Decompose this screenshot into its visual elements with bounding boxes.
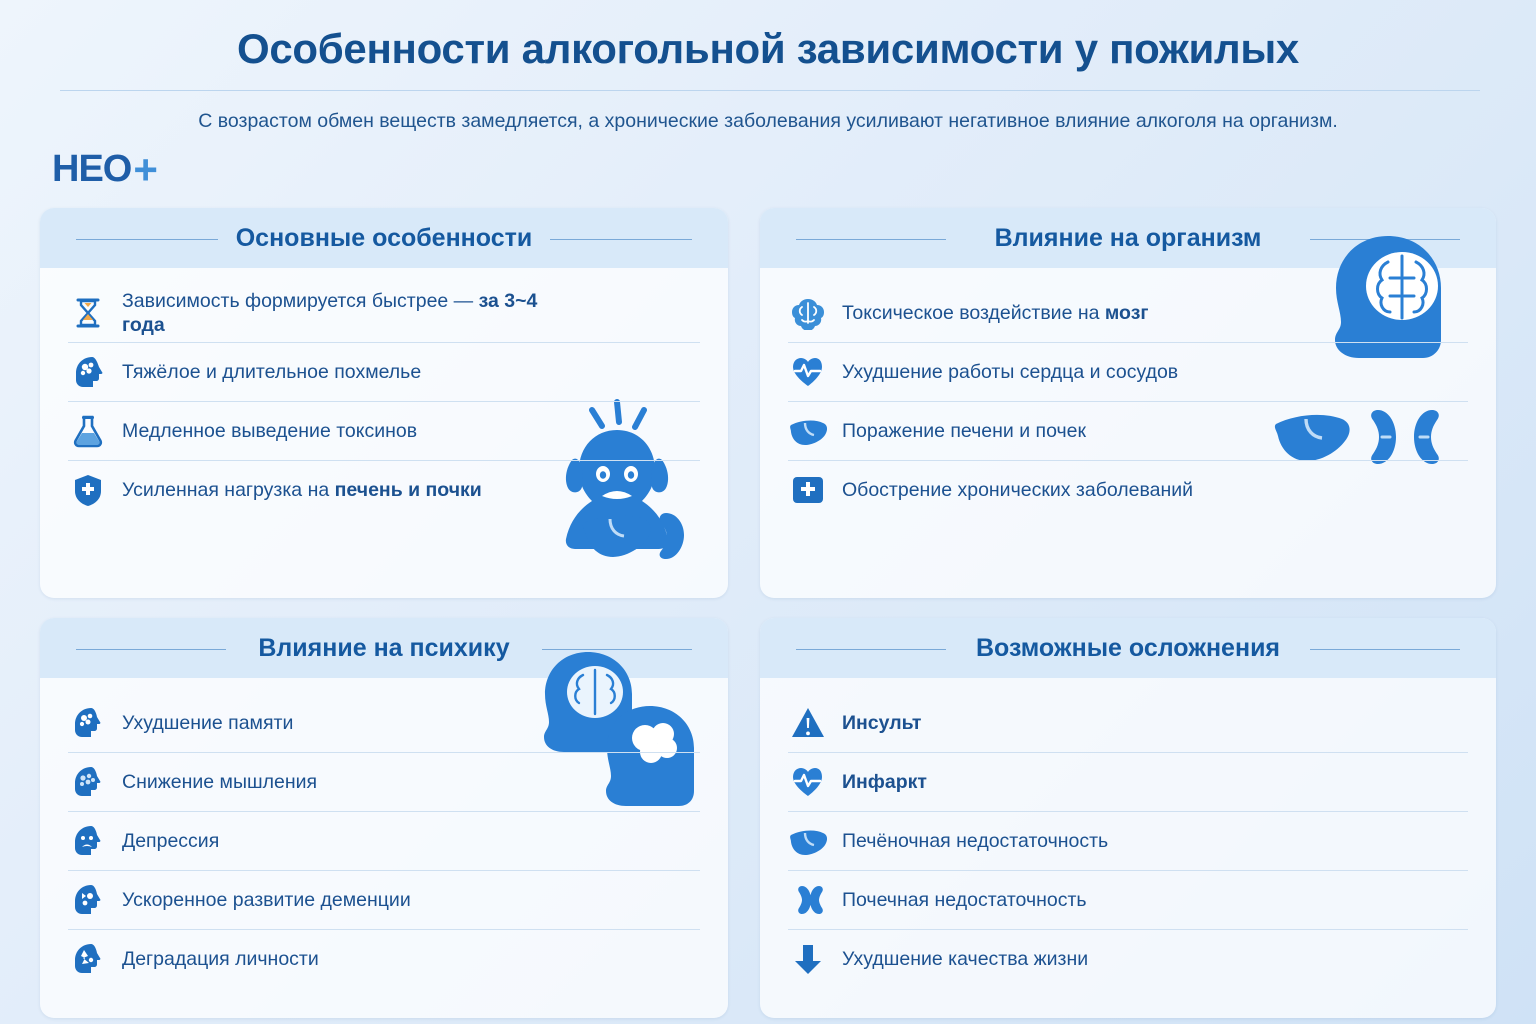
list-item <box>788 812 1468 871</box>
list-item <box>788 461 1468 519</box>
list-item <box>788 930 1468 988</box>
card-body <box>40 678 728 998</box>
card-body <box>760 268 1496 529</box>
header-rule-right <box>542 649 692 650</box>
list-item-label: Ускоренное развитие деменции <box>122 888 411 911</box>
heart-pulse-icon <box>788 762 828 802</box>
dementia-head-icon <box>68 880 108 920</box>
list-item-label: Инсульт <box>842 711 922 734</box>
list-item-label: Ухудшение качества жизни <box>842 947 1089 970</box>
card-title: Основные особенности <box>218 224 551 253</box>
page-title: Особенности алкогольной зависимости у пожилых <box>237 25 1299 72</box>
header-rule-left <box>76 649 226 650</box>
title-divider <box>60 90 1480 91</box>
card-psyche-impact <box>40 618 728 1018</box>
list-item <box>68 343 700 402</box>
card-title: Влияние на организм <box>977 224 1280 253</box>
list-item-label: Тяжёлое и длительное похмелье <box>122 360 422 383</box>
list-item-label: Почечная недостаточность <box>842 888 1087 911</box>
list-item-label: Токсическое воздействие на мозг <box>842 301 1149 324</box>
card-body <box>40 268 728 529</box>
header-rule-right <box>542 239 692 240</box>
liver-icon <box>788 411 828 451</box>
list-item-label: Зависимость формируется быстрее — за 3~4 года <box>122 289 538 336</box>
list-item-label: Ухудшение работы сердца и сосудов <box>842 360 1179 383</box>
list-item <box>68 871 700 930</box>
liver-icon <box>788 821 828 861</box>
list-item-label: Депрессия <box>122 829 220 852</box>
medical-cross-icon <box>788 470 828 510</box>
list-item <box>68 694 700 753</box>
list-item-label: Поражение печени и почек <box>842 419 1087 442</box>
list-item <box>68 461 700 519</box>
header-rule-left <box>76 239 226 240</box>
list-item <box>788 753 1468 812</box>
down-arrow-icon <box>788 939 828 979</box>
list-item <box>788 284 1468 343</box>
thinking-head-icon <box>68 762 108 802</box>
flask-icon <box>68 411 108 451</box>
card-complications <box>760 618 1496 1018</box>
list-item-label: Снижение мышления <box>122 770 318 793</box>
list-item-label: Усиленная нагрузка на печень и почки <box>122 478 482 501</box>
list-item-label: Деградация личности <box>122 947 319 970</box>
card-body <box>760 678 1496 998</box>
brand-logo <box>52 145 157 193</box>
card-title: Возможные осложнения <box>958 634 1298 663</box>
header-rule-left <box>796 239 946 240</box>
list-item-label: Инфаркт <box>842 770 927 793</box>
card-header <box>40 618 728 678</box>
list-item <box>788 871 1468 930</box>
header-rule-left <box>796 649 946 650</box>
list-item <box>788 402 1468 461</box>
logo-text: HEO <box>52 148 132 190</box>
list-item-label: Печёночная недостаточность <box>842 829 1109 852</box>
card-main-features <box>40 208 728 598</box>
card-title: Влияние на психику <box>240 634 527 663</box>
header-rule-right <box>1310 239 1460 240</box>
sad-head-icon <box>68 821 108 861</box>
card-header <box>760 208 1496 268</box>
warning-icon <box>788 703 828 743</box>
list-item <box>68 812 700 871</box>
card-header <box>40 208 728 268</box>
list-item <box>788 343 1468 402</box>
list-item <box>68 402 700 461</box>
card-header <box>760 618 1496 678</box>
shield-cross-icon <box>68 470 108 510</box>
memory-head-icon <box>68 703 108 743</box>
hourglass-icon <box>68 293 108 333</box>
card-body-impact <box>760 208 1496 598</box>
page-header <box>0 0 1536 136</box>
cards-grid <box>40 208 1496 1018</box>
brain-icon <box>788 293 828 333</box>
personality-head-icon <box>68 939 108 979</box>
list-item-label: Обострение хронических заболеваний <box>842 478 1194 501</box>
page-subtitle: С возрастом обмен веществ замедляется, а хронические заболевания усиливают негативное влияние алкоголя на организм. <box>198 110 1338 133</box>
list-item <box>68 930 700 988</box>
header-rule-right <box>1310 649 1460 650</box>
list-item <box>68 753 700 812</box>
list-item-label: Ухудшение памяти <box>122 711 294 734</box>
list-item-label: Медленное выведение токсинов <box>122 419 418 442</box>
list-item <box>788 694 1468 753</box>
kidney-icon <box>788 880 828 920</box>
list-item <box>68 284 700 343</box>
logo-plus-icon: + <box>133 145 157 193</box>
heart-pulse-icon <box>788 352 828 392</box>
hangover-head-icon <box>68 352 108 392</box>
